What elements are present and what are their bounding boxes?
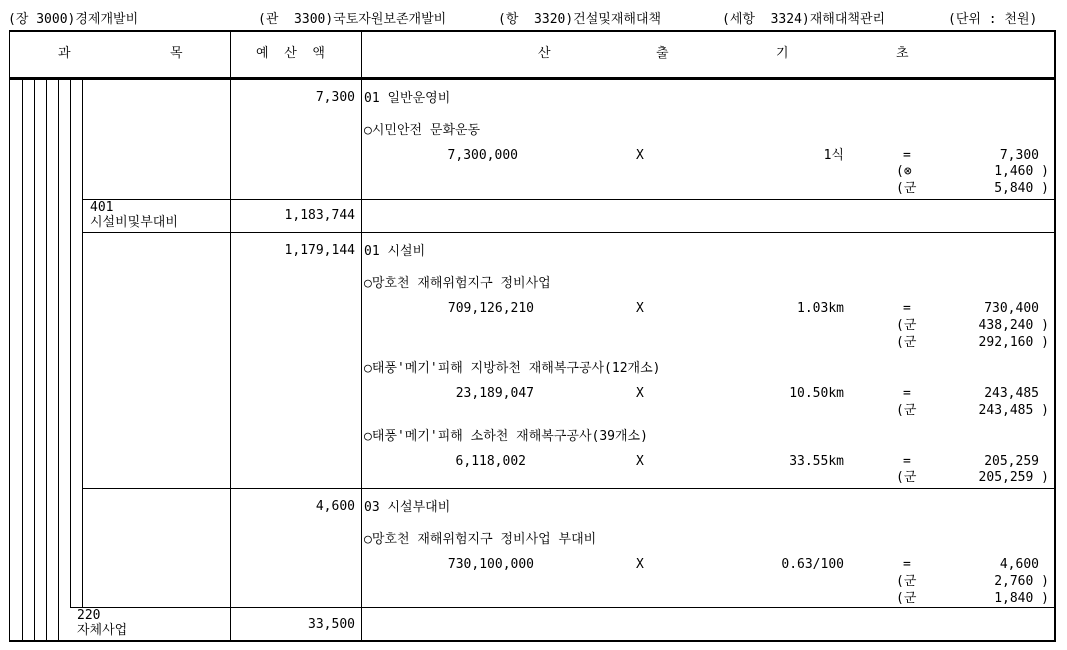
r401-code: 401 — [90, 200, 114, 215]
s2-item-eq: = — [903, 386, 911, 401]
indent-line-6 — [82, 80, 83, 607]
table-top-border — [9, 30, 1056, 32]
r220-code: 220 — [77, 608, 101, 623]
s2-item-op: X — [636, 454, 644, 469]
s1-op: X — [636, 148, 644, 163]
s3-amount: 730,100,000 — [447, 557, 534, 572]
s2-item-split-value: 438,240 ) — [978, 318, 1049, 333]
s1-eq: = — [903, 148, 911, 163]
s1-split-label: (⊗ — [896, 164, 912, 179]
col-header-mok: 목 — [170, 46, 183, 61]
s1-split-value: 5,840 ) — [994, 181, 1049, 196]
s2-item-split-label: (군 — [896, 318, 917, 333]
s3-title: 03 시설부대비 — [364, 500, 451, 515]
s2-item-op: X — [636, 386, 644, 401]
col-header-calc-2: 출 — [656, 46, 669, 61]
col-header-budget: 예 산 액 — [256, 46, 325, 61]
col-sep-budget-left — [230, 30, 231, 642]
s3-split-value: 1,840 ) — [994, 591, 1049, 606]
r220-name: 자체사업 — [77, 623, 128, 638]
table-bottom-border — [9, 640, 1056, 642]
s2-item-qty: 10.50km — [789, 386, 844, 401]
s2-item-split-label: (군 — [896, 470, 917, 485]
header-unit: (단위 : 천원) — [948, 12, 1038, 27]
s2-item-name: ○망호천 재해위험지구 정비사업 — [364, 276, 551, 291]
col-header-calc-4: 초 — [896, 46, 909, 61]
s3-item: ○망호천 재해위험지구 정비사업 부대비 — [364, 532, 597, 547]
header-sehang: (세항 3324)재해대책관리 — [722, 12, 886, 27]
s2-item-name: ○태풍'메기'피해 소하천 재해복구공사(39개소) — [364, 429, 648, 444]
s2-item-qty: 33.55km — [789, 454, 844, 469]
s3-eq: = — [903, 557, 911, 572]
indent-line-4 — [58, 80, 59, 640]
header-hang: (항 3320)건설및재해대책 — [498, 12, 662, 27]
s1-split-label: (군 — [896, 181, 917, 196]
s2-item-split-value: 205,259 ) — [978, 470, 1049, 485]
row-sep-3 — [82, 488, 1055, 489]
s3-qty: 0.63/100 — [781, 557, 844, 572]
s2-item-amount: 6,118,002 — [455, 454, 526, 469]
r220-budget: 33,500 — [308, 617, 355, 632]
row-sep-2 — [82, 232, 1055, 233]
s1-split-value: 1,460 ) — [994, 164, 1049, 179]
s3-split-label: (군 — [896, 591, 917, 606]
s2-item-total: 730,400 — [984, 301, 1039, 316]
r401-budget: 1,183,744 — [284, 208, 355, 223]
s2-item-split-value: 292,160 ) — [978, 335, 1049, 350]
s2-item-split-label: (군 — [896, 403, 917, 418]
col-header-gwa: 과 — [58, 46, 71, 61]
col-sep-calc-left — [361, 30, 362, 642]
s3-budget: 4,600 — [315, 499, 355, 514]
s2-item-total: 205,259 — [984, 454, 1039, 469]
s1-amount: 7,300,000 — [447, 148, 518, 163]
indent-line-1 — [22, 80, 23, 640]
s2-item-total: 243,485 — [984, 386, 1039, 401]
s3-split-label: (군 — [896, 574, 917, 589]
s1-qty: 1식 — [823, 148, 844, 163]
header-gwan: (관 3300)국토자원보존개발비 — [258, 12, 447, 27]
s2-item-amount: 23,189,047 — [455, 386, 534, 401]
col-header-calc-3: 기 — [776, 46, 789, 61]
table-left-border — [9, 30, 10, 642]
col-header-calc-1: 산 — [538, 46, 551, 61]
header-jang: (장 3000)경제개발비 — [8, 12, 139, 27]
s1-budget: 7,300 — [315, 90, 355, 105]
s2-item-amount: 709,126,210 — [447, 301, 534, 316]
table-right-border — [1054, 30, 1056, 642]
s2-budget: 1,179,144 — [284, 243, 355, 258]
indent-line-2 — [34, 80, 35, 640]
s2-title: 01 시설비 — [364, 244, 426, 259]
header-bottom-border — [9, 77, 1056, 80]
s2-item-op: X — [636, 301, 644, 316]
s2-item-qty: 1.03km — [797, 301, 844, 316]
s2-item-split-label: (군 — [896, 335, 917, 350]
s2-item-eq: = — [903, 301, 911, 316]
s2-item-split-value: 243,485 ) — [978, 403, 1049, 418]
indent-line-5 — [70, 80, 71, 607]
s1-item: ○시민안전 문화운동 — [364, 123, 481, 138]
indent-line-3 — [46, 80, 47, 640]
s2-item-eq: = — [903, 454, 911, 469]
s3-split-value: 2,760 ) — [994, 574, 1049, 589]
s2-item-name: ○태풍'메기'피해 지방하천 재해복구공사(12개소) — [364, 361, 661, 376]
s3-total: 4,600 — [999, 557, 1039, 572]
s1-total: 7,300 — [999, 148, 1039, 163]
row-sep-1 — [82, 199, 1055, 200]
s3-op: X — [636, 557, 644, 572]
r401-name: 시설비및부대비 — [90, 215, 178, 230]
s1-title: 01 일반운영비 — [364, 91, 451, 106]
row-sep-4 — [70, 607, 1055, 608]
